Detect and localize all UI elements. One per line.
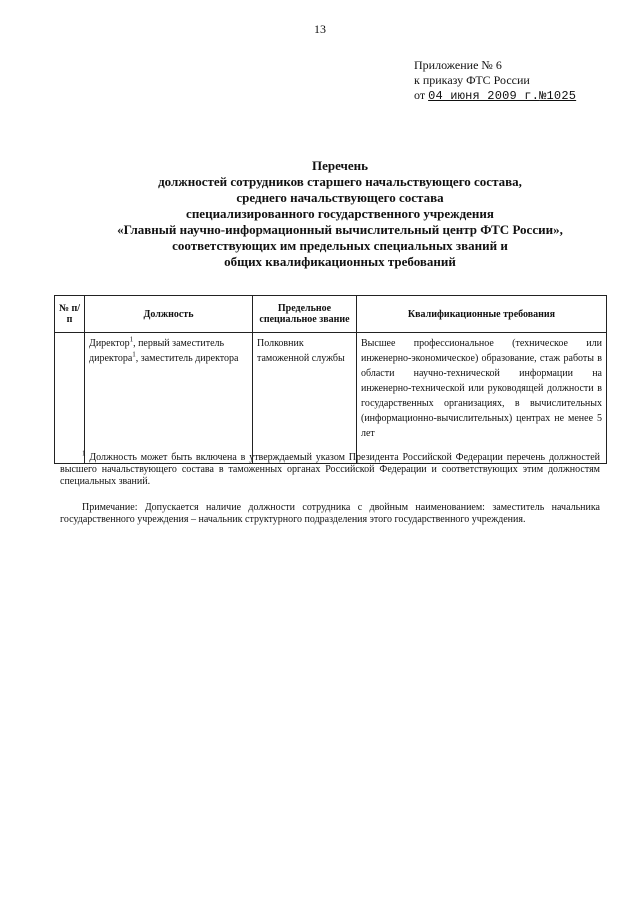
appendix-header <box>414 58 576 104</box>
header-position: Должность <box>85 296 253 333</box>
document-title <box>60 158 620 270</box>
footnote-ref: 1 <box>132 350 136 359</box>
cell-position <box>85 333 253 464</box>
title-line-1: Перечень <box>311 158 369 173</box>
position-director: Директор <box>89 338 130 349</box>
header-requirements: Квалификационные требования <box>357 296 607 333</box>
appendix-date-prefix: от <box>414 88 426 102</box>
title-line-2: должностей сотрудников старшего начальствующего состава, <box>158 174 522 189</box>
appendix-order-ref: к приказу ФТС России <box>414 73 530 87</box>
note: Примечание: Допускается наличие должности сотрудника с двойным наименованием: заместитель начальника государственного учреждения – начальник структурного подразделения этого государственного учреждения. <box>60 502 600 525</box>
table-header-row <box>55 296 607 333</box>
footnote <box>60 449 601 488</box>
title-line-4: специализированного государственного учреждения <box>186 206 494 221</box>
cell-requirements: Высшее профессиональное (техническое или инженерно-экономическое) образование, стаж работы в области научно-технической информации на инженерно-технической или руководящей должности в государственных организациях, в вычислительных (информационно-вычислительных) центрах не менее 5 лет <box>357 333 607 464</box>
page-number: 13 <box>314 22 326 36</box>
positions-table <box>54 295 607 464</box>
header-rank: Предельное специальное звание <box>253 296 357 333</box>
position-first-deputy: , первый заместитель директора <box>89 338 225 364</box>
footnote-marker: 1 <box>82 449 86 458</box>
footnote-text: Должность может быть включена в утверждаемый указом Президента Российской Федерации перечень должностей высшего начальствующего состава в таможенных органах Российской Федерации и соответствующих этим должностям специальных званий. <box>60 452 601 487</box>
position-deputy: , заместитель директора <box>135 353 239 364</box>
cell-num <box>55 333 85 464</box>
cell-rank: Полковник таможенной службы <box>253 333 357 464</box>
title-line-7: общих квалификационных требований <box>224 254 456 269</box>
footnote-ref: 1 <box>129 335 134 344</box>
appendix-title: Приложение № 6 <box>414 58 502 72</box>
table-row <box>55 333 607 464</box>
appendix-date-line <box>414 88 576 104</box>
appendix-date: 04 июня 2009 г. <box>428 89 540 103</box>
title-line-3: среднего начальствующего состава <box>236 190 444 205</box>
title-line-5: «Главный научно-информационный вычислительный центр ФТС России», <box>117 222 563 237</box>
appendix-order-number: №1025 <box>539 89 577 103</box>
title-line-6: соответствующих им предельных специальных званий и <box>172 238 508 253</box>
header-num: № п/п <box>55 296 85 333</box>
